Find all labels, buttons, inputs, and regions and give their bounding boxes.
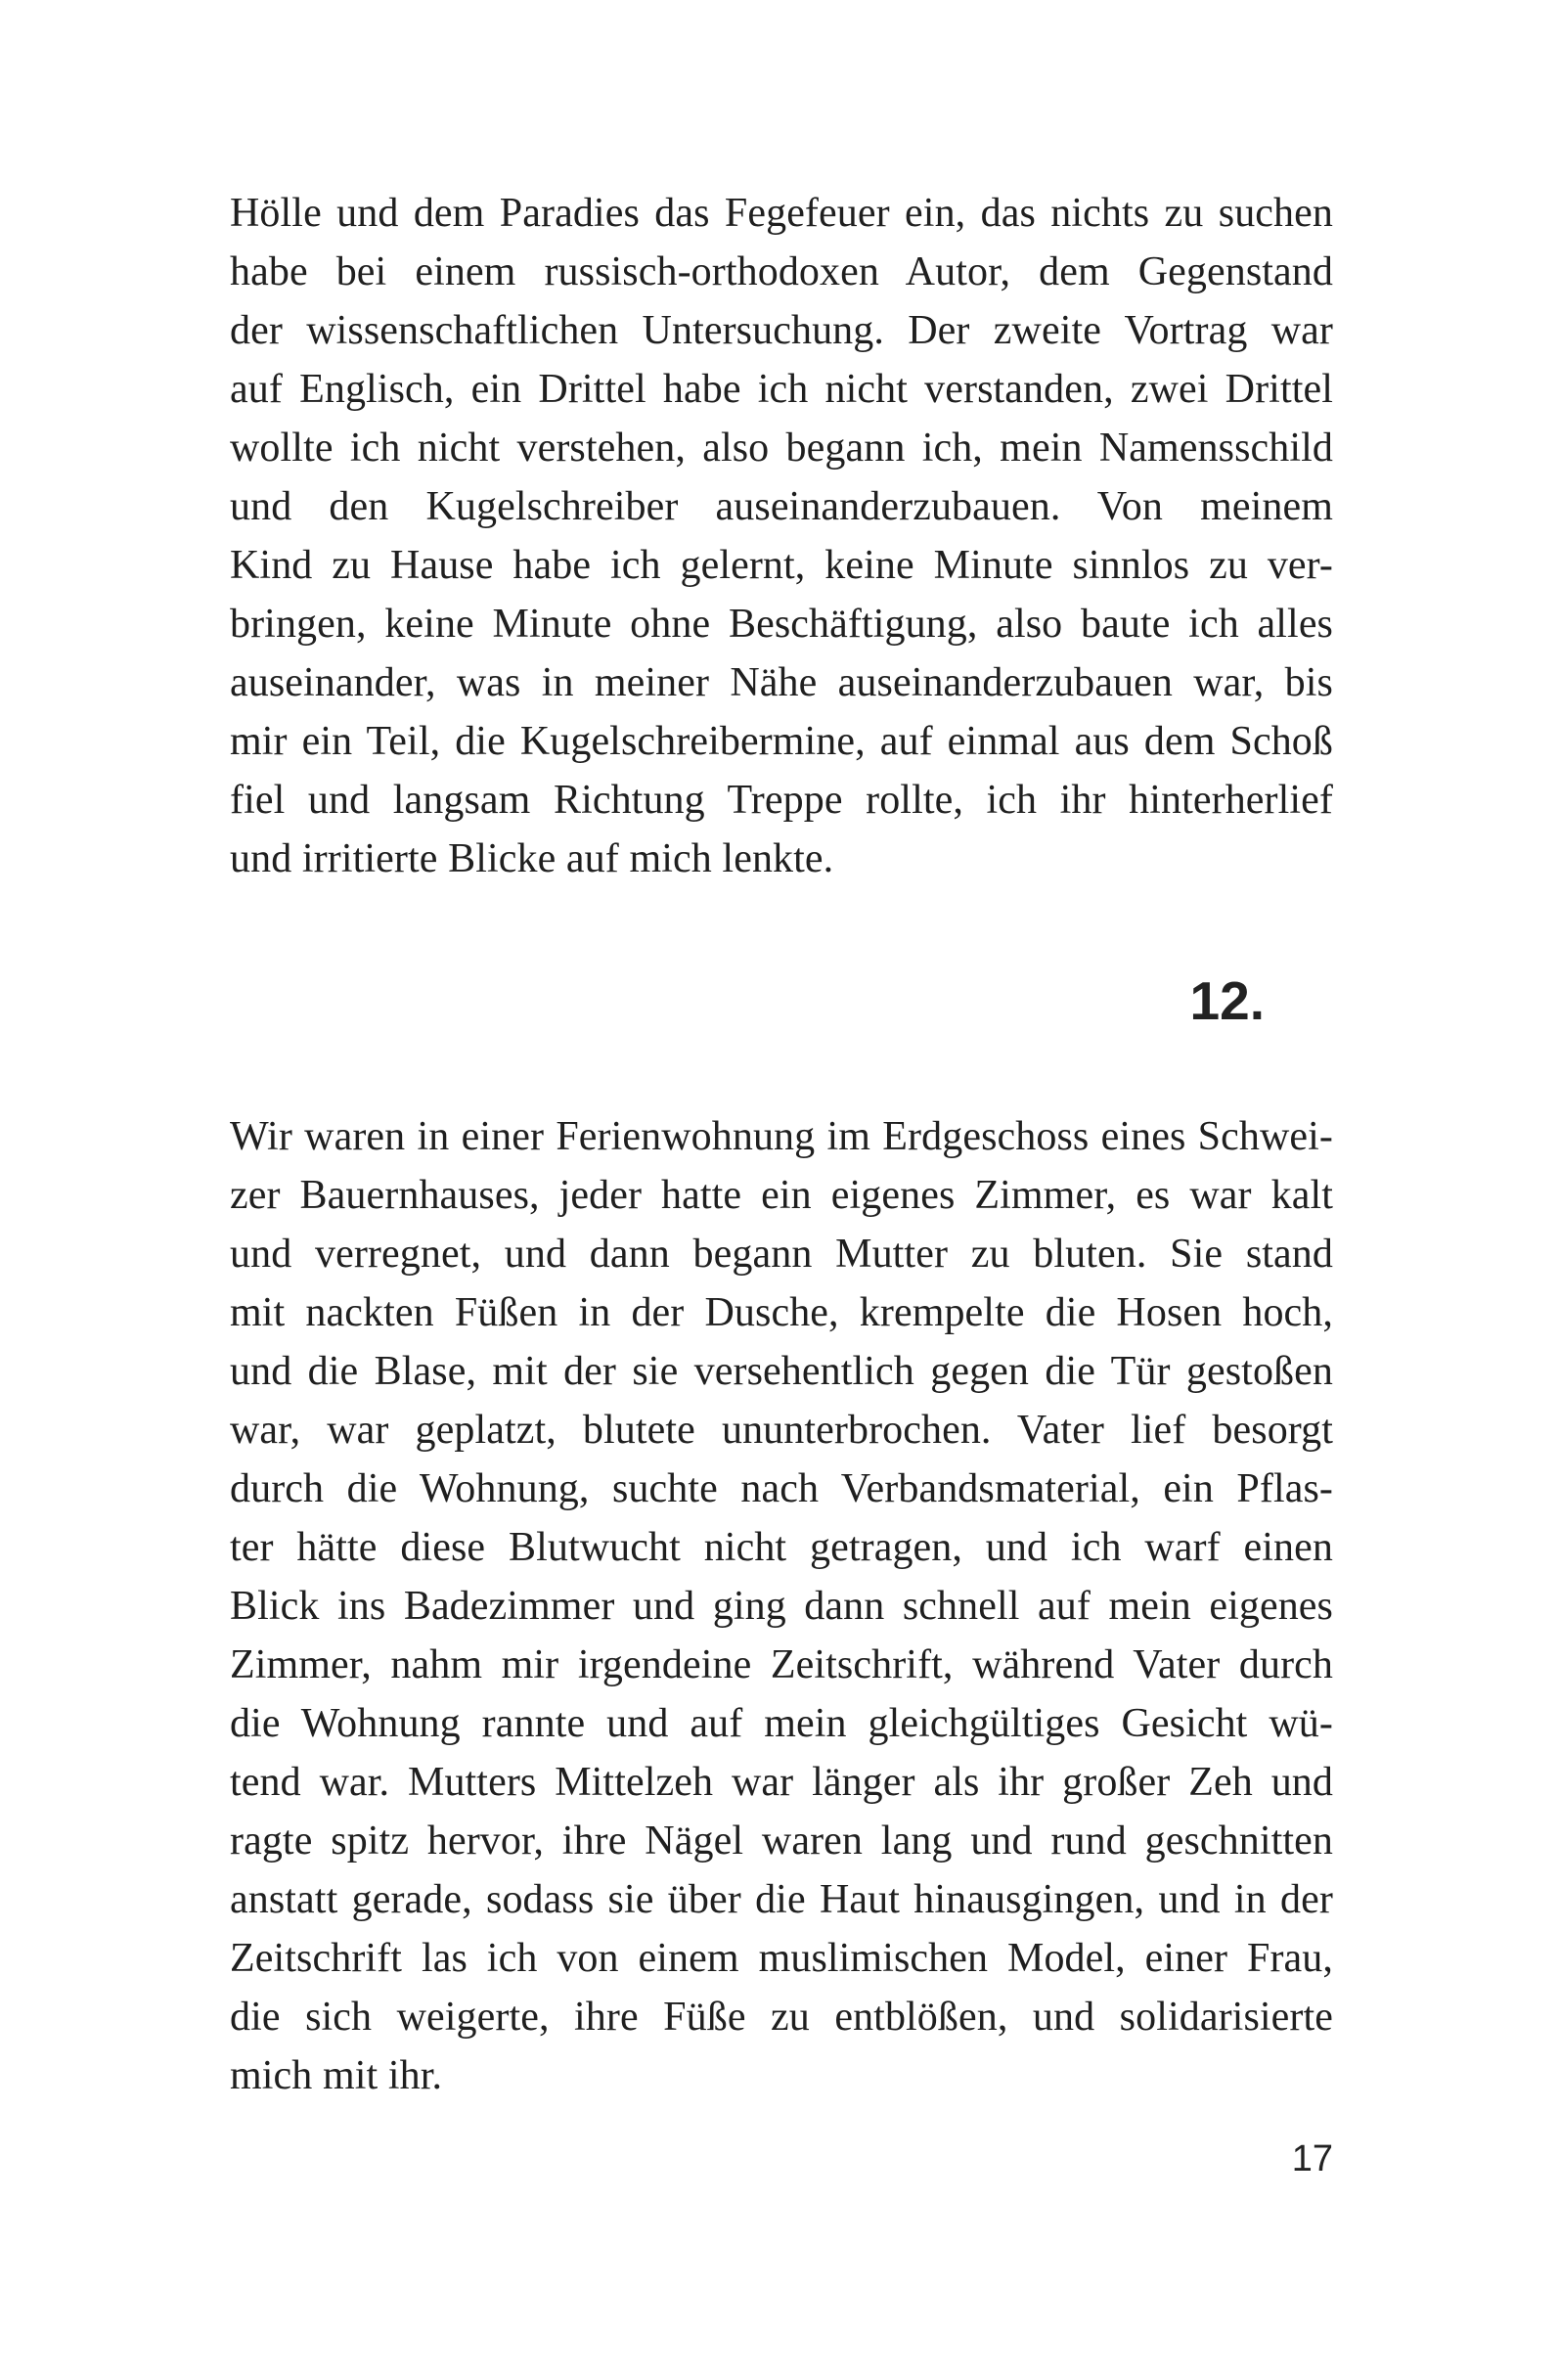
text-line: ter hätte diese Blutwucht nicht getragen, und ich warf einen bbox=[230, 1525, 1333, 1570]
text-line: mit nackten Füßen in der Dusche, krempelte die Hosen hoch, bbox=[230, 1290, 1333, 1335]
text-line: Wir waren in einer Ferienwohnung im Erdgeschoss eines Schwei- bbox=[230, 1114, 1333, 1159]
text-line: Zeitschrift las ich von einem muslimischen Model, einer Frau, bbox=[230, 1936, 1333, 1981]
text-line: bringen, keine Minute ohne Beschäftigung, also baute ich alles bbox=[230, 602, 1333, 647]
text-line: Hölle und dem Paradies das Fegefeuer ein, das nichts zu suchen bbox=[230, 191, 1333, 236]
chapter-number-heading: 12. bbox=[1189, 970, 1265, 1031]
text-line: der wissenschaftlichen Untersuchung. Der zweite Vortrag war bbox=[230, 308, 1333, 353]
text-line: und den Kugelschreiber auseinanderzubauen. Von meinem bbox=[230, 484, 1333, 529]
text-line: die sich weigerte, ihre Füße zu entblößen, und solidarisierte bbox=[230, 1995, 1333, 2040]
text-line: mir ein Teil, die Kugelschreibermine, auf einmal aus dem Schoß bbox=[230, 719, 1333, 764]
text-line: war, war geplatzt, blutete ununterbrochen. Vater lief besorgt bbox=[230, 1408, 1333, 1453]
text-line: durch die Wohnung, suchte nach Verbandsmaterial, ein Pflas- bbox=[230, 1466, 1333, 1511]
page-number: 17 bbox=[1291, 2138, 1333, 2179]
text-line: Zimmer, nahm mir irgendeine Zeitschrift, während Vater durch bbox=[230, 1642, 1333, 1687]
text-line: ragte spitz hervor, ihre Nägel waren lang und rund geschnitten bbox=[230, 1819, 1333, 1864]
text-line: und die Blase, mit der sie versehentlich gegen die Tür gestoßen bbox=[230, 1349, 1333, 1394]
text-line: die Wohnung rannte und auf mein gleichgültiges Gesicht wü- bbox=[230, 1701, 1333, 1746]
text-line: fiel und langsam Richtung Treppe rollte, ich ihr hinterherlief bbox=[230, 778, 1333, 823]
text-line: Blick ins Badezimmer und ging dann schnell auf mein eigenes bbox=[230, 1584, 1333, 1629]
paragraph-1 bbox=[230, 184, 1333, 888]
text-line: habe bei einem russisch-orthodoxen Autor, dem Gegenstand bbox=[230, 249, 1333, 294]
text-line: auseinander, was in meiner Nähe auseinanderzubauen war, bis bbox=[230, 660, 1333, 705]
text-line: tend war. Mutters Mittelzeh war länger als ihr großer Zeh und bbox=[230, 1760, 1333, 1805]
text-line: anstatt gerade, sodass sie über die Haut hinausgingen, und in der bbox=[230, 1877, 1333, 1922]
text-line: auf Englisch, ein Drittel habe ich nicht verstanden, zwei Drittel bbox=[230, 367, 1333, 412]
text-line: mich mit ihr. bbox=[230, 2053, 443, 2098]
paragraph-2 bbox=[230, 1107, 1333, 2105]
text-line: zer Bauernhauses, jeder hatte ein eigenes Zimmer, es war kalt bbox=[230, 1173, 1333, 1218]
text-line: und irritierte Blicke auf mich lenkte. bbox=[230, 836, 834, 881]
text-line: und verregnet, und dann begann Mutter zu bluten. Sie stand bbox=[230, 1232, 1333, 1277]
text-line: wollte ich nicht verstehen, also begann ich, mein Namensschild bbox=[230, 426, 1333, 471]
text-line: Kind zu Hause habe ich gelernt, keine Minute sinnlos zu ver- bbox=[230, 543, 1333, 588]
